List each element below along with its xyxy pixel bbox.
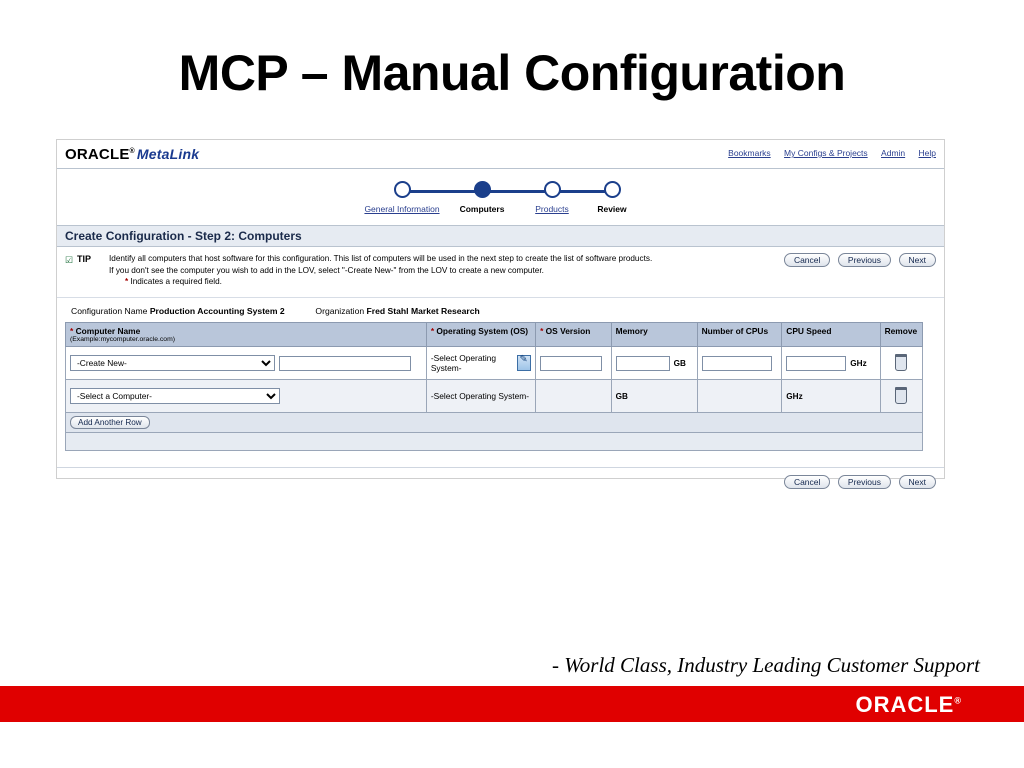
column-label: OS Version xyxy=(545,326,591,336)
train-step-label: Review xyxy=(597,204,627,214)
tip-line-1: Identify all computers that host software for this configuration. This list of computers will be used in the next step to create the list of software products. xyxy=(109,254,653,263)
column-label: Operating System (OS) xyxy=(436,326,529,336)
required-star: * xyxy=(125,276,129,286)
cell-remove xyxy=(880,380,922,413)
link-my-configs-projects[interactable]: My Configs & Projects xyxy=(784,148,868,158)
footer-oracle-logo xyxy=(855,692,962,718)
cell-operating-system xyxy=(426,380,535,413)
required-note-text: Indicates a required field. xyxy=(130,276,222,286)
train-step-label: Computers xyxy=(459,204,505,214)
memory-unit-label: GB xyxy=(615,392,628,401)
os-version-input[interactable] xyxy=(540,356,602,371)
column-label: CPU Speed xyxy=(786,326,832,336)
column-label: Number of CPUs xyxy=(701,326,769,336)
cell-number-of-cpus xyxy=(697,380,782,413)
cell-operating-system xyxy=(426,347,535,380)
cell-memory xyxy=(611,347,697,380)
next-button-top[interactable]: Next xyxy=(899,253,936,267)
registered-mark: ® xyxy=(954,695,962,706)
train-step-label: General Information xyxy=(364,204,440,214)
bottom-button-row xyxy=(57,469,944,489)
link-admin[interactable]: Admin xyxy=(881,148,906,158)
add-another-row-button[interactable]: Add Another Row xyxy=(70,416,150,429)
trash-icon[interactable] xyxy=(895,354,907,371)
column-header-cpu-speed xyxy=(782,323,880,347)
column-header-computer-name xyxy=(66,323,427,347)
cell-computer-name xyxy=(66,347,427,380)
cell-cpu-speed xyxy=(782,347,880,380)
tip-line-2: If you don't see the computer you wish to add in the LOV, select "-Create New-" from the LOV to create a new computer. xyxy=(109,265,544,275)
table-row xyxy=(66,347,923,380)
app-header xyxy=(57,140,944,169)
top-button-row xyxy=(779,253,936,267)
oracle-metalink-logo xyxy=(65,146,199,163)
previous-button-top[interactable]: Previous xyxy=(838,253,891,267)
previous-button-bottom[interactable]: Previous xyxy=(838,475,891,489)
computers-table xyxy=(65,322,923,413)
step-dot-icon xyxy=(604,181,621,198)
global-links xyxy=(717,148,936,158)
step-dot-icon xyxy=(394,181,411,198)
column-header-number-of-cpus xyxy=(697,323,782,347)
memory-unit-label: GB xyxy=(673,358,686,368)
train-step-label: Products xyxy=(535,204,569,214)
cell-remove xyxy=(880,347,922,380)
computer-name-input[interactable] xyxy=(279,356,411,371)
organization-value: Fred Stahl Market Research xyxy=(366,306,480,316)
tip-label: TIP xyxy=(77,254,92,264)
table-header-row xyxy=(66,323,923,347)
column-label: Remove xyxy=(884,326,918,336)
column-label: Memory xyxy=(615,326,648,336)
cell-number-of-cpus xyxy=(697,347,782,380)
organization-label: Organization xyxy=(315,306,365,316)
oracle-wordmark: ORACLE xyxy=(65,146,130,163)
link-bookmarks[interactable]: Bookmarks xyxy=(728,148,771,158)
flashlight-search-icon[interactable] xyxy=(517,355,531,371)
required-star: * xyxy=(430,326,435,336)
configuration-name-value: Production Accounting System 2 xyxy=(149,306,285,316)
column-header-operating-system xyxy=(426,323,535,347)
required-star: * xyxy=(70,326,74,336)
cell-memory xyxy=(611,380,697,413)
trash-icon[interactable] xyxy=(895,387,907,404)
operating-system-value: -Select Operating System- xyxy=(430,353,497,373)
required-field-note xyxy=(125,277,936,286)
table-footer-band xyxy=(65,433,923,451)
column-header-remove xyxy=(880,323,922,347)
metalink-wordmark: MetaLink xyxy=(136,146,200,162)
add-row-bar xyxy=(65,413,923,433)
cell-os-version xyxy=(536,347,612,380)
required-star: * xyxy=(540,326,544,336)
link-help[interactable]: Help xyxy=(918,148,936,158)
cpu-speed-unit-label: GHz xyxy=(786,392,803,401)
number-of-cpus-input[interactable] xyxy=(702,356,772,371)
table-row xyxy=(66,380,923,413)
metalink-screenshot xyxy=(56,139,945,487)
cancel-button-bottom[interactable]: Cancel xyxy=(784,475,830,489)
computer-name-select[interactable] xyxy=(70,388,280,404)
column-sublabel: (Example:mycomputer.oracle.com) xyxy=(70,336,176,343)
tip-icon: ☑ xyxy=(65,255,74,265)
tip-region xyxy=(57,247,944,298)
cpu-speed-input[interactable] xyxy=(786,356,846,371)
cell-os-version xyxy=(536,380,612,413)
wizard-train xyxy=(57,169,944,225)
column-label: Computer Name xyxy=(75,326,141,336)
column-header-os-version xyxy=(536,323,612,347)
wizard-page-title: Create Configuration - Step 2: Computers xyxy=(57,225,944,247)
footer-brand-text: ORACLE xyxy=(855,692,955,717)
train-step-review[interactable] xyxy=(557,181,667,214)
page-title: MCP – Manual Configuration xyxy=(178,45,846,101)
column-header-memory xyxy=(611,323,697,347)
operating-system-value: -Select Operating System- xyxy=(430,391,530,401)
configuration-name-label: Configuration Name xyxy=(71,306,148,316)
memory-input[interactable] xyxy=(616,356,670,371)
slide-tagline: - World Class, Industry Leading Customer Support xyxy=(551,653,980,677)
next-button-bottom[interactable]: Next xyxy=(899,475,936,489)
configuration-summary xyxy=(57,298,944,322)
registered-mark: ® xyxy=(129,148,135,155)
step-dot-icon xyxy=(474,181,491,198)
cell-cpu-speed xyxy=(782,380,880,413)
cpu-speed-unit-label: GHz xyxy=(850,358,867,368)
cell-computer-name xyxy=(66,380,427,413)
cancel-button-top[interactable]: Cancel xyxy=(784,253,830,267)
computer-name-select[interactable] xyxy=(70,355,275,371)
